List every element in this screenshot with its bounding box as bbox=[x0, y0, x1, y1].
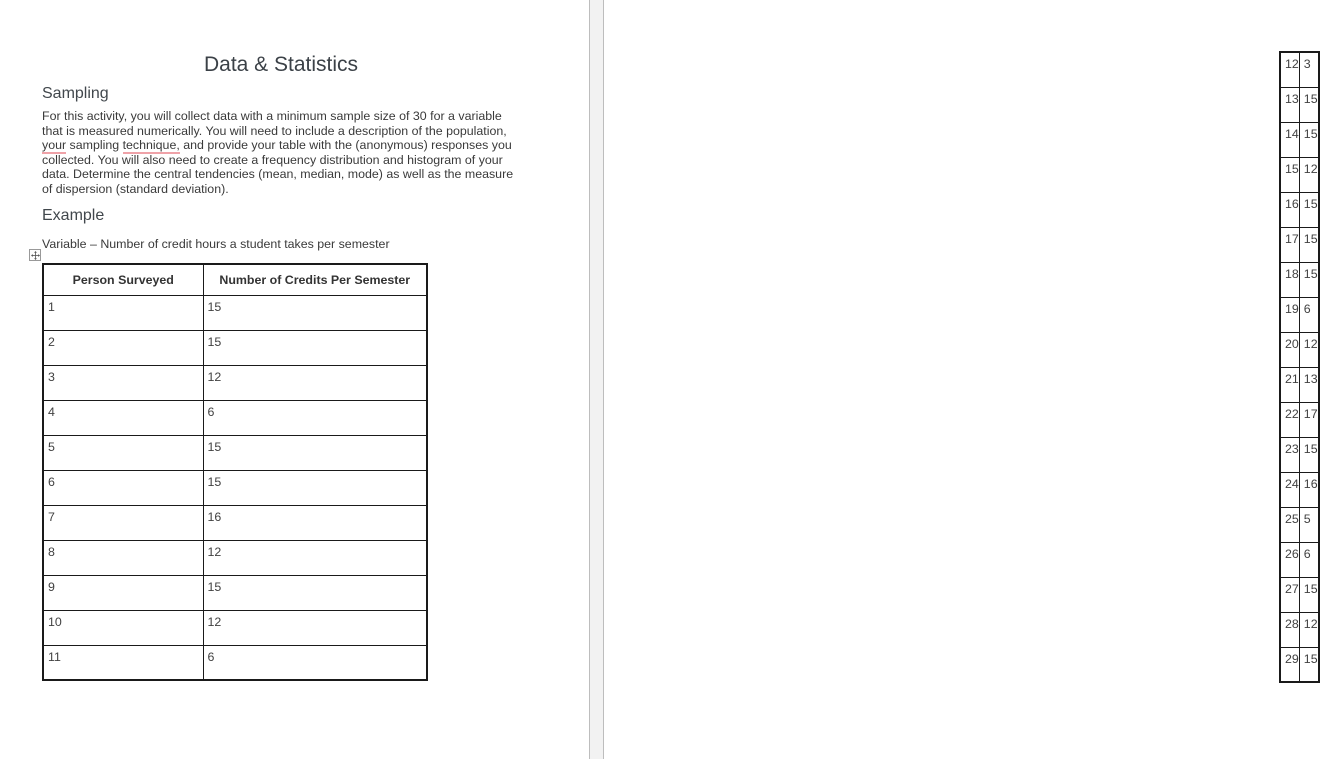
table-cell: 15 bbox=[203, 330, 427, 365]
table-row bbox=[43, 435, 427, 470]
table-cell: 11 bbox=[43, 645, 203, 680]
table-cell: 15 bbox=[203, 575, 427, 610]
grammar-underline: technique, bbox=[122, 138, 180, 152]
table-row bbox=[43, 540, 427, 575]
document-title: Data & Statistics bbox=[203, 53, 359, 76]
table-row bbox=[1280, 157, 1319, 192]
table-cell: 15 bbox=[1299, 227, 1318, 262]
table-header-cell: Number of Credits Per Semester bbox=[203, 264, 427, 295]
table-cell: 3 bbox=[43, 365, 203, 400]
paragraph-line: data. Determine the central tendencies (mean, median, mode) as well as the measure bbox=[42, 167, 514, 181]
table-cell: 18 bbox=[1280, 262, 1299, 297]
grammar-underline: your bbox=[42, 138, 67, 152]
table-row bbox=[43, 400, 427, 435]
table-cell: 17 bbox=[1280, 227, 1299, 262]
variable-text: Variable – Number of credit hours a student takes per semester bbox=[42, 237, 390, 251]
page-2 bbox=[604, 0, 1318, 759]
table-header-row bbox=[43, 264, 427, 295]
table-cell: 13 bbox=[1280, 87, 1299, 122]
table-header-cell: Person Surveyed bbox=[43, 264, 203, 295]
table-row bbox=[1280, 122, 1319, 157]
paragraph-line: your sampling technique, and provide your table with the (anonymous) responses you bbox=[42, 138, 512, 152]
table-row bbox=[1280, 402, 1319, 437]
table-row bbox=[43, 470, 427, 505]
table-row bbox=[1280, 542, 1319, 577]
table-row bbox=[1280, 87, 1319, 122]
table-cell: 24 bbox=[1280, 472, 1299, 507]
table-cell: 15 bbox=[1299, 647, 1318, 682]
table-cell: 16 bbox=[1299, 472, 1318, 507]
page-gap bbox=[589, 0, 604, 759]
table-cell: 6 bbox=[43, 470, 203, 505]
table-cell: 15 bbox=[1299, 87, 1318, 122]
table-row bbox=[43, 330, 427, 365]
table-cell: 15 bbox=[1299, 577, 1318, 612]
table-cell: 23 bbox=[1280, 437, 1299, 472]
table-cell: 15 bbox=[203, 470, 427, 505]
paragraph-line: For this activity, you will collect data with a minimum sample size of 30 for a variable bbox=[42, 109, 502, 123]
credits-table-page2 bbox=[1279, 51, 1320, 683]
table-cell: 5 bbox=[1299, 507, 1318, 542]
table-row bbox=[1280, 472, 1319, 507]
table-row bbox=[1280, 507, 1319, 542]
table-row bbox=[1280, 262, 1319, 297]
table-cell: 14 bbox=[1280, 122, 1299, 157]
table-cell: 26 bbox=[1280, 542, 1299, 577]
table-row bbox=[43, 365, 427, 400]
table-cell: 12 bbox=[203, 540, 427, 575]
table-row bbox=[1280, 297, 1319, 332]
table-cell: 20 bbox=[1280, 332, 1299, 367]
table-cell: 15 bbox=[1299, 262, 1318, 297]
table-cell: 16 bbox=[1280, 192, 1299, 227]
table-cell: 16 bbox=[203, 505, 427, 540]
paragraph-line: of dispersion (standard deviation). bbox=[42, 181, 229, 196]
table-cell: 12 bbox=[1299, 157, 1318, 192]
table-cell: 15 bbox=[203, 435, 427, 470]
table-cell: 15 bbox=[1299, 437, 1318, 472]
table-cell: 15 bbox=[1299, 192, 1318, 227]
heading-example: Example bbox=[42, 207, 105, 224]
table-cell: 21 bbox=[1280, 367, 1299, 402]
table-cell: 29 bbox=[1280, 647, 1299, 682]
table-row bbox=[43, 295, 427, 330]
table-row bbox=[1280, 367, 1319, 402]
table-cell: 8 bbox=[43, 540, 203, 575]
table-move-handle[interactable] bbox=[29, 249, 41, 261]
table-cell: 9 bbox=[43, 575, 203, 610]
credits-table-page1 bbox=[42, 263, 428, 681]
table-row bbox=[1280, 577, 1319, 612]
table-row bbox=[1280, 647, 1319, 682]
table-row bbox=[1280, 332, 1319, 367]
table-cell: 12 bbox=[203, 365, 427, 400]
table-row bbox=[1280, 437, 1319, 472]
table-cell: 5 bbox=[43, 435, 203, 470]
table-row bbox=[1280, 227, 1319, 262]
table-cell: 10 bbox=[43, 610, 203, 645]
table-row bbox=[43, 610, 427, 645]
sampling-paragraph bbox=[42, 109, 513, 196]
table-row bbox=[1280, 612, 1319, 647]
table-cell: 15 bbox=[203, 295, 427, 330]
paragraph-line: collected. You will also need to create a frequency distribution and histogram of your bbox=[42, 152, 503, 167]
table-cell: 25 bbox=[1280, 507, 1299, 542]
table-cell: 28 bbox=[1280, 612, 1299, 647]
table-cell: 3 bbox=[1299, 52, 1318, 87]
move-icon bbox=[31, 251, 40, 260]
table-row bbox=[43, 645, 427, 680]
table-cell: 22 bbox=[1280, 402, 1299, 437]
table-cell: 4 bbox=[43, 400, 203, 435]
table-cell: 12 bbox=[203, 610, 427, 645]
table-cell: 15 bbox=[1280, 157, 1299, 192]
table-row bbox=[1280, 52, 1319, 87]
table-cell: 19 bbox=[1280, 297, 1299, 332]
table-cell: 6 bbox=[1299, 542, 1318, 577]
table-cell: 12 bbox=[1299, 332, 1318, 367]
table-cell: 1 bbox=[43, 295, 203, 330]
table-cell: 6 bbox=[1299, 297, 1318, 332]
page-1 bbox=[0, 0, 589, 759]
table-cell: 15 bbox=[1299, 122, 1318, 157]
table-cell: 6 bbox=[203, 400, 427, 435]
table-cell: 17 bbox=[1299, 402, 1318, 437]
table-cell: 27 bbox=[1280, 577, 1299, 612]
table-row bbox=[1280, 192, 1319, 227]
table-cell: 12 bbox=[1280, 52, 1299, 87]
table-row bbox=[43, 575, 427, 610]
table-cell: 13 bbox=[1299, 367, 1318, 402]
heading-sampling: Sampling bbox=[42, 85, 109, 102]
table-cell: 12 bbox=[1299, 612, 1318, 647]
table-cell: 2 bbox=[43, 330, 203, 365]
table-cell: 6 bbox=[203, 645, 427, 680]
paragraph-line: that is measured numerically. You will need to include a description of the population, bbox=[42, 123, 507, 138]
table-row bbox=[43, 505, 427, 540]
table-cell: 7 bbox=[43, 505, 203, 540]
